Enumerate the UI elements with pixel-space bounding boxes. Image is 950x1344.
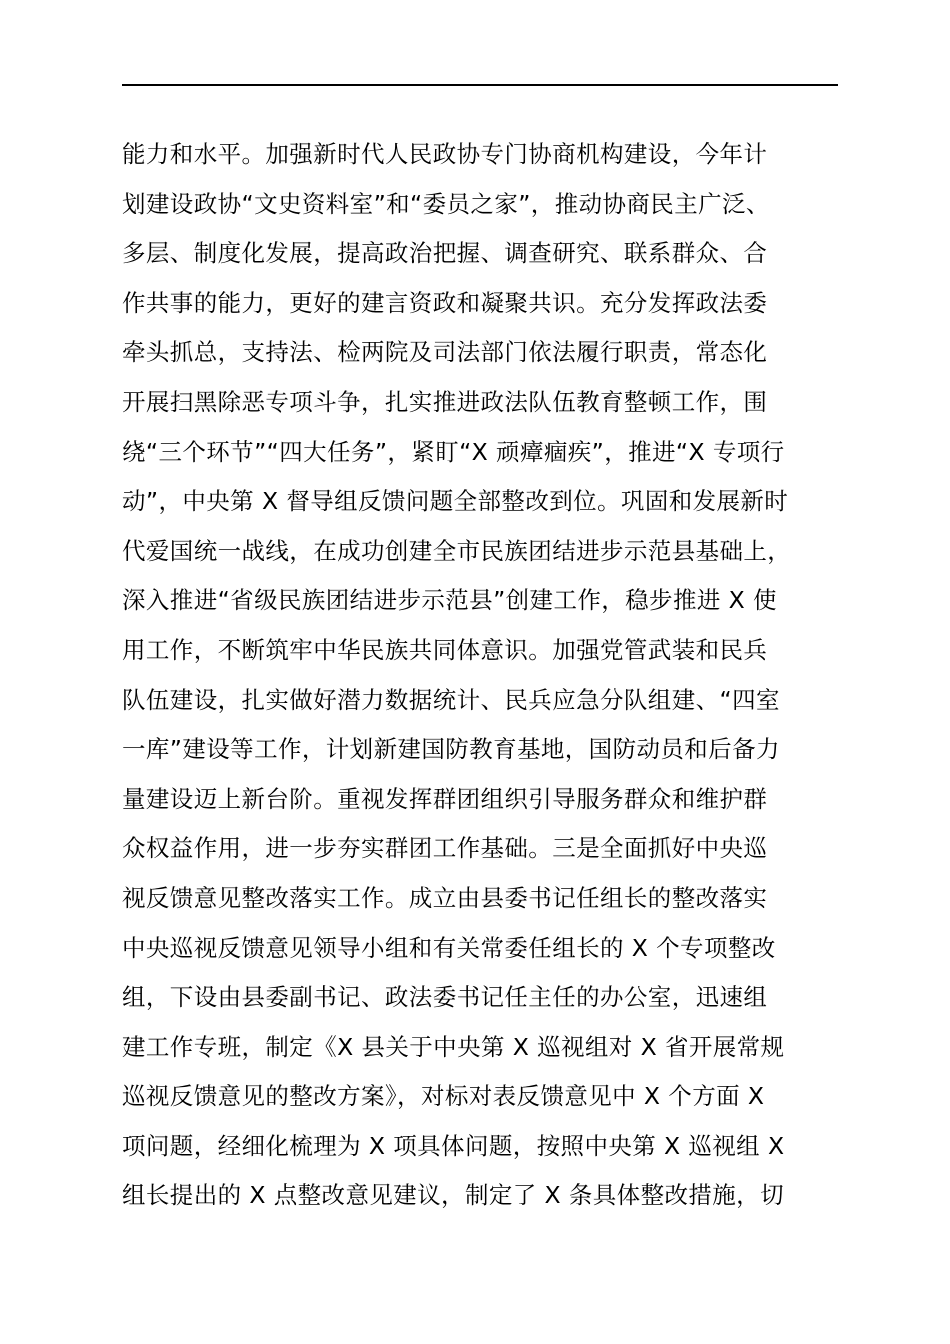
text-line: 能力和水平。加强新时代人民政协专门协商机构建设，今年计 (122, 140, 768, 168)
document-body (122, 130, 842, 1221)
text-line: 量建设迈上新台阶。重视发挥群团组织引导服务群众和维护群 (122, 784, 768, 813)
text-line: 众权益作用，进一步夯实群团工作基础。三是全面抓好中央巡 (122, 834, 768, 863)
text-line: 项问题，经细化梳理为 X 项具体问题，按照中央第 X 巡视组 X (122, 1131, 785, 1160)
text-line: 划建设政协“文史资料室”和“委员之家”，推动协商民主广泛、 (122, 189, 770, 218)
text-line: 代爱国统一战线，在成功创建全市民族团结进步示范县基础上， (122, 536, 792, 565)
text-line: 动”，中央第 X 督导组反馈问题全部整改到位。巩固和发展新时 (122, 487, 789, 516)
text-line: 视反馈意见整改落实工作。成立由县委书记任组长的整改落实 (122, 883, 768, 912)
header-rule (122, 84, 838, 86)
text-line: 用工作，不断筑牢中华民族共同体意识。加强党管武装和民兵 (122, 635, 768, 664)
text-line: 开展扫黑除恶专项斗争，扎实推进政法队伍教育整顿工作，围 (122, 387, 768, 416)
text-line: 组长提出的 X 点整改意见建议，制定了 X 条具体整改措施，切 (122, 1181, 784, 1210)
text-line: 绕“三个环节”“四大任务”，紧盯“X 顽瘴痼疾”，推进“X 专项行 (122, 437, 785, 466)
text-line: 队伍建设，扎实做好潜力数据统计、民兵应急分队组建、“四室 (122, 685, 780, 714)
text-line: 组，下设由县委副书记、政法委书记任主任的办公室，迅速组 (122, 983, 768, 1012)
text-line: 牵头抓总，支持法、检两院及司法部门依法履行职责，常态化 (122, 338, 768, 367)
text-line: 多层、制度化发展，提高政治把握、调查研究、联系群众、合 (122, 239, 768, 268)
text-line: 巡视反馈意见的整改方案》，对标对表反馈意见中 X 个方面 X (122, 1082, 765, 1111)
text-line: 作共事的能力，更好的建言资政和凝聚共识。充分发挥政法委 (122, 288, 768, 317)
text-line: 一库”建设等工作，计划新建国防教育基地，国防动员和后备力 (122, 735, 780, 764)
text-line: 中央巡视反馈意见领导小组和有关常委任组长的 X 个专项整改 (122, 933, 776, 962)
text-line: 建工作专班，制定《X 县关于中央第 X 巡视组对 X 省开展常规 (122, 1032, 785, 1061)
text-line: 深入推进“省级民族团结进步示范县”创建工作，稳步推进 X 使 (122, 586, 777, 615)
